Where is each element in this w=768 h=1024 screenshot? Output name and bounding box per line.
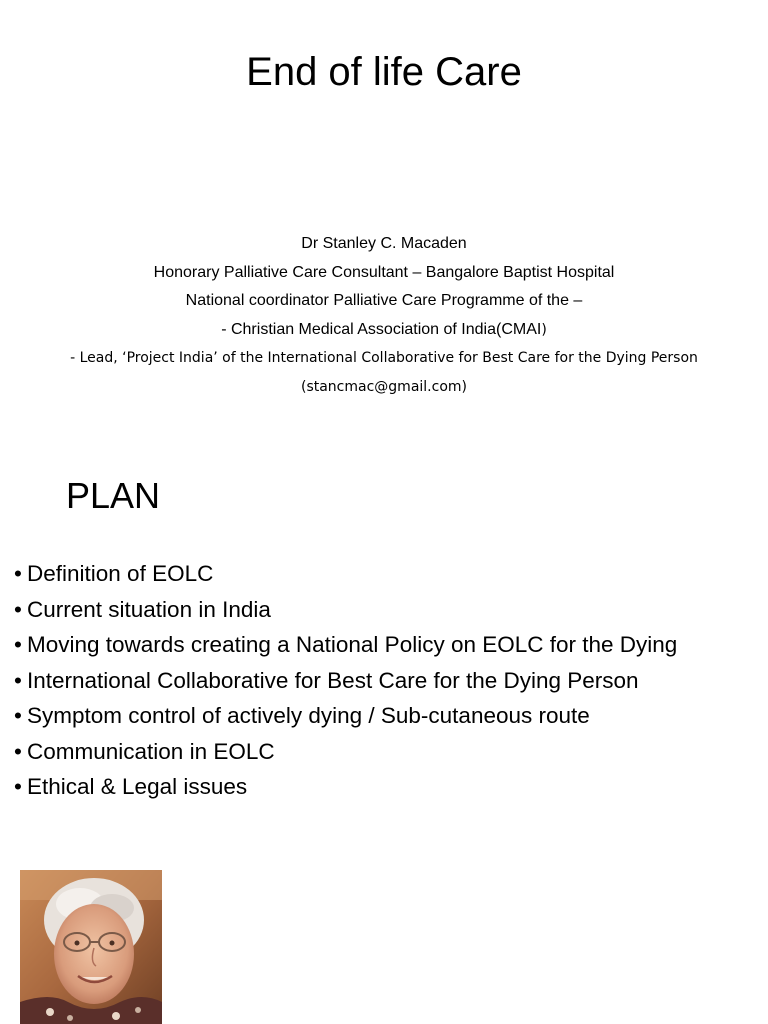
plan-bullet-list	[14, 560, 754, 809]
author-role-cmai-paren: )	[541, 321, 547, 338]
author-email: (stancmac@gmail.com)	[300, 379, 467, 395]
list-item	[14, 560, 754, 587]
author-role-consultant: Honorary Palliative Care Consultant – Bangalore Baptist Hospital	[153, 263, 615, 281]
author-role-cmai-text: - Christian Medical Association of India(CMAI	[221, 320, 542, 338]
author-name: Dr Stanley C. Macaden	[301, 235, 467, 252]
list-item	[14, 738, 754, 765]
list-item-text: Definition of EOLC	[27, 561, 214, 586]
list-item-text: Current situation in India	[27, 596, 271, 622]
bullet-icon: •	[14, 632, 22, 657]
list-item-text: Communication in EOLC	[27, 738, 275, 764]
author-block	[0, 230, 768, 402]
bullet-icon: •	[14, 738, 22, 764]
list-item-text: International Collaborative for Best Care for the Dying Person	[27, 667, 639, 693]
author-role-project-india: - Lead, ‘Project India’ of the International Collaborative for Best Care for the Dying Person	[70, 350, 698, 366]
list-item	[14, 596, 754, 623]
list-item-text: Symptom control of actively dying / Sub-cutaneous route	[27, 703, 590, 728]
portrait-photo	[20, 870, 162, 1024]
bullet-icon: •	[14, 774, 22, 799]
list-item	[14, 702, 754, 729]
list-item	[14, 773, 754, 800]
list-item	[14, 667, 754, 694]
list-item-text: Ethical & Legal issues	[27, 774, 248, 799]
list-item	[14, 631, 754, 658]
author-role-cmai	[0, 316, 768, 345]
bullet-icon: •	[14, 667, 22, 693]
author-role-coordinator: National coordinator Palliative Care Programme of the –	[185, 292, 583, 309]
bullet-icon: •	[14, 596, 22, 622]
slide-title: End of life Care	[246, 50, 522, 94]
bullet-icon: •	[14, 703, 22, 728]
plan-heading: PLAN	[66, 475, 161, 516]
bullet-icon: •	[14, 561, 22, 586]
list-item-text: Moving towards creating a National Policy on EOLC for the Dying	[27, 632, 678, 657]
